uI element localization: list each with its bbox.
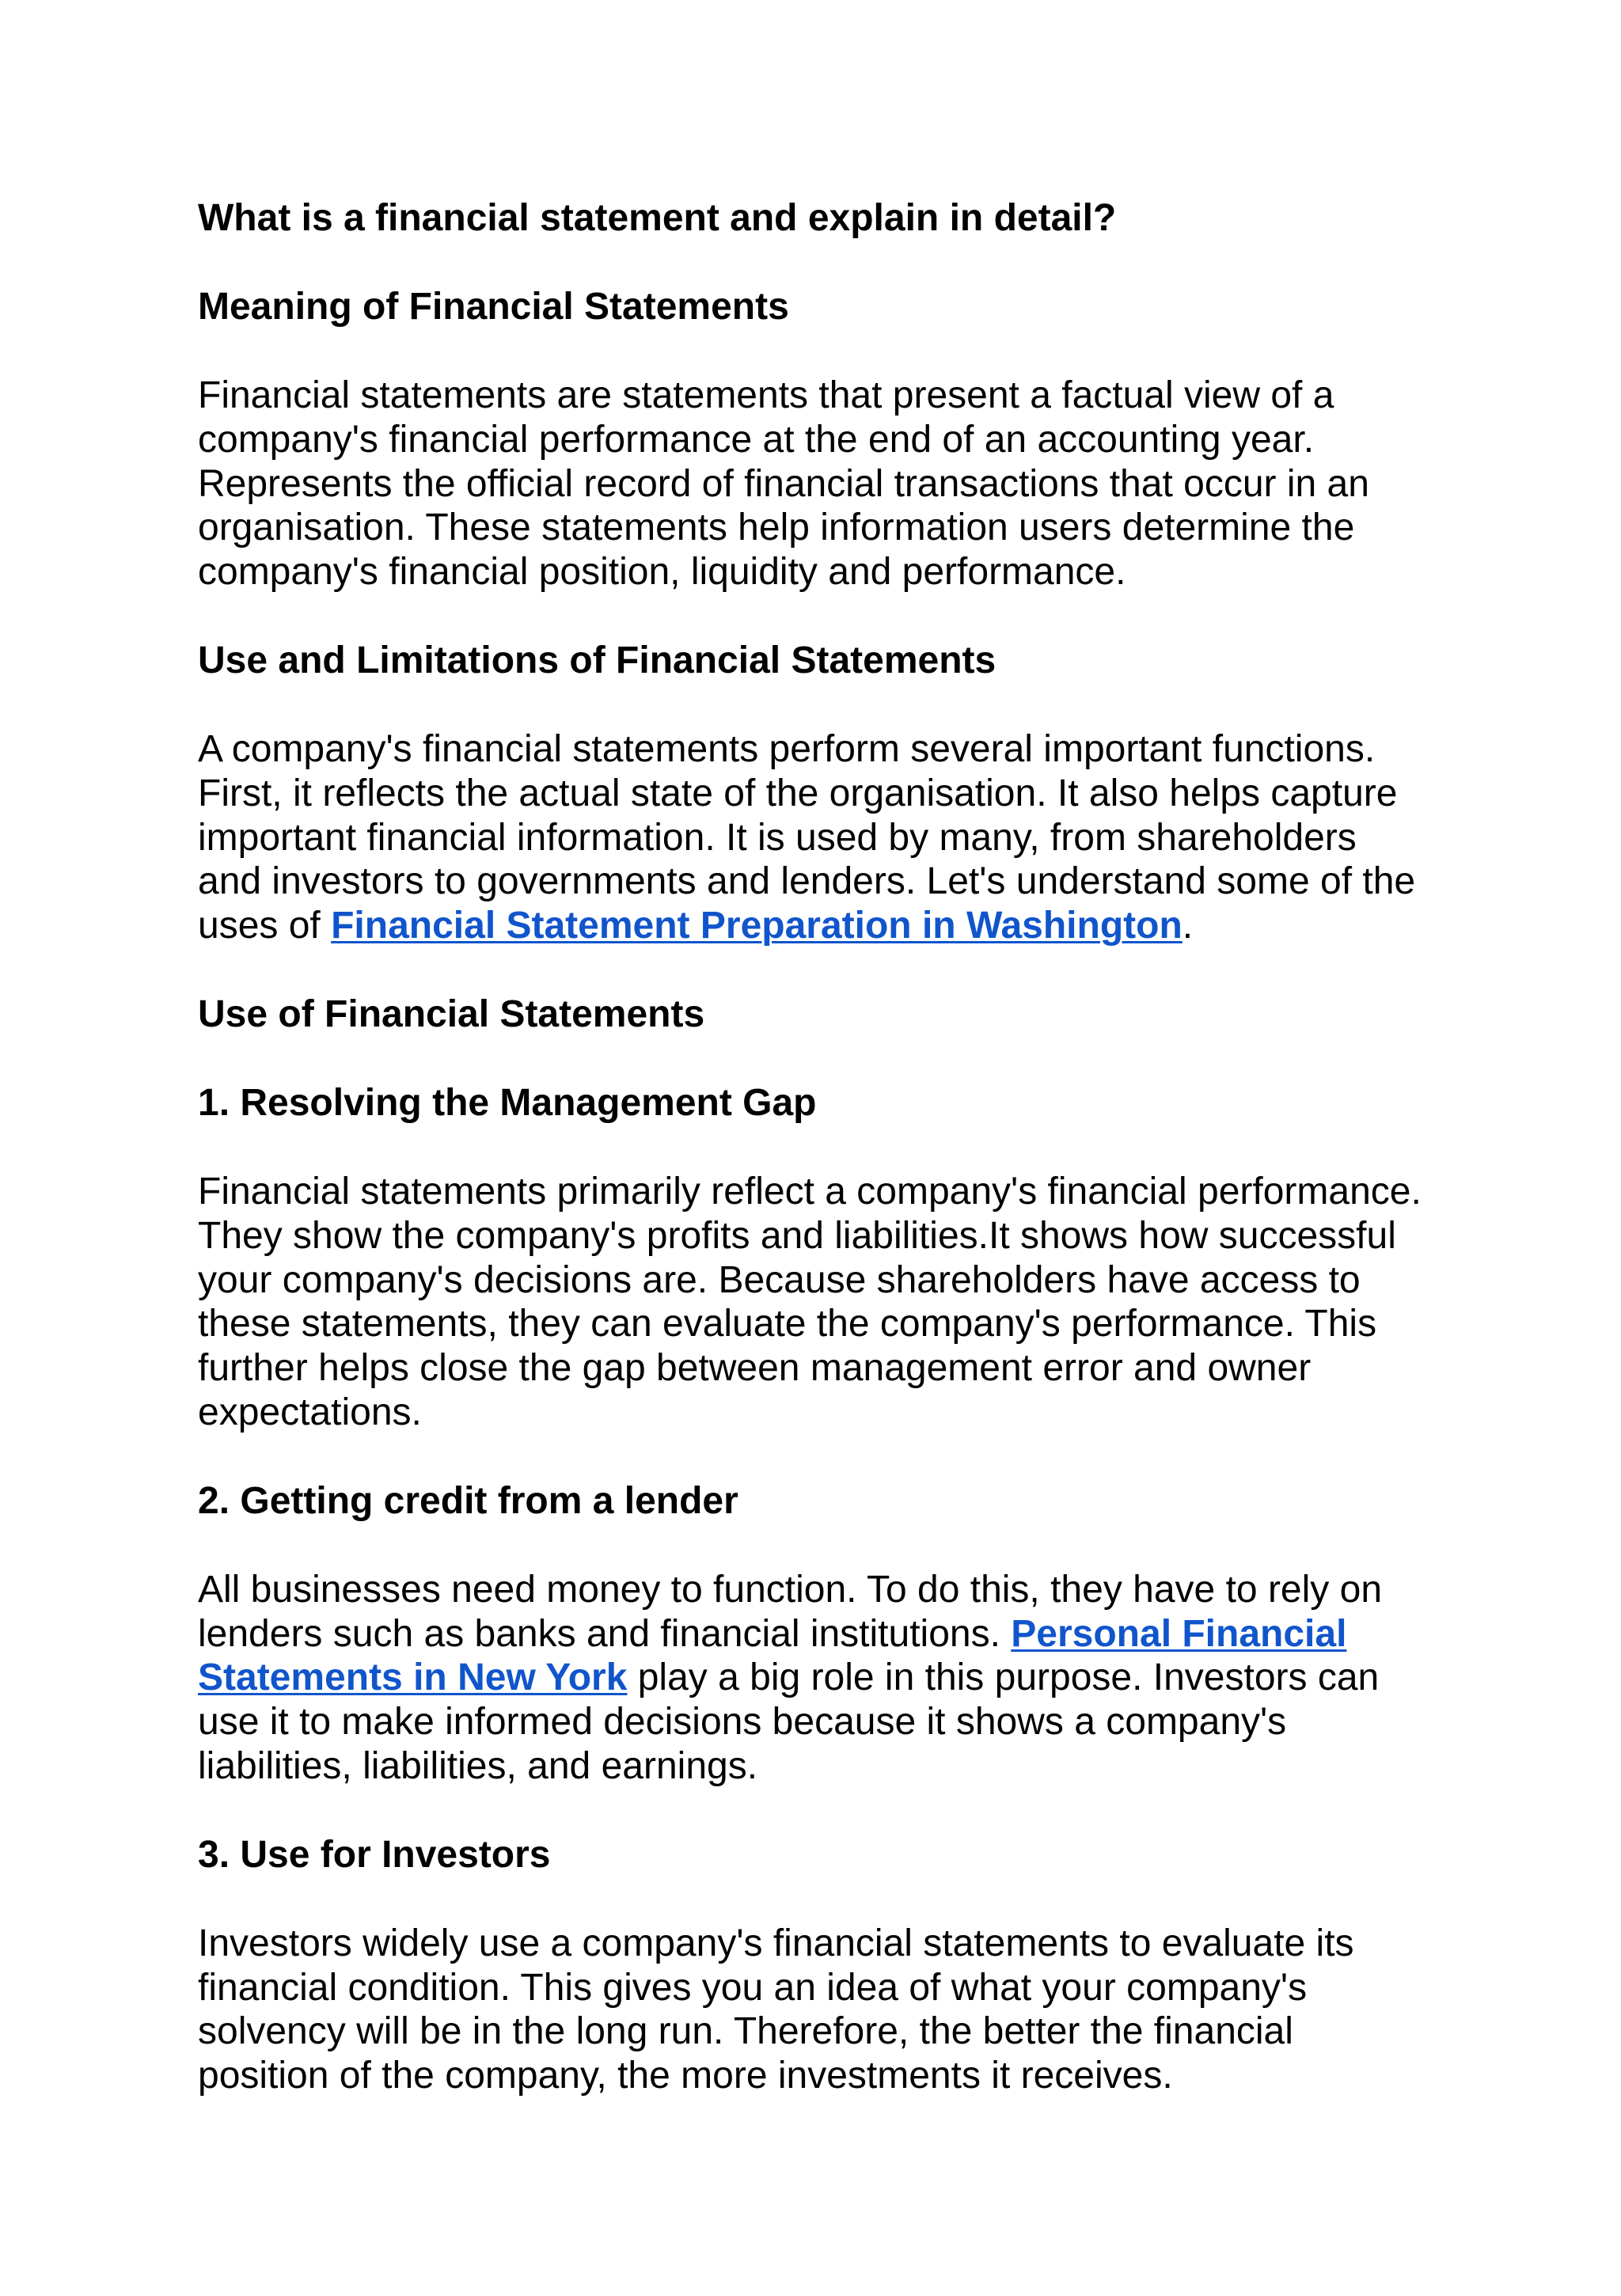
text-line: these statements, they can evaluate the company's performance. This (198, 1303, 1377, 1345)
text-line (198, 1612, 1448, 1657)
text-fragment: uses of (198, 905, 332, 947)
text-line: All businesses need money to function. To do this, they have to rely on (198, 1568, 1383, 1611)
link-personal-financial-statements-new-york[interactable]: Personal Financial (1011, 1612, 1347, 1655)
text-line: company's financial position, liquidity and performance. (198, 551, 1126, 594)
text-line: First, it reflects the actual state of the organisation. It also helps capture (198, 772, 1398, 814)
text-line: solvency will be in the long run. Therefore, the better the financial (198, 2010, 1293, 2053)
text-line: Investors widely use a company's financial statements to evaluate its (198, 1922, 1354, 1964)
text-line: and investors to governments and lenders. Let's understand some of the (198, 860, 1416, 903)
text-line: further helps close the gap between management error and owner (198, 1347, 1312, 1390)
text-line: Represents the official record of financial transactions that occur in an (198, 462, 1369, 505)
text-line (198, 904, 1448, 948)
paragraph-item-2 (198, 1568, 1448, 1789)
link-personal-financial-statements-new-york-continued[interactable]: Statements in New York (198, 1657, 628, 1699)
text-line: your company's decisions are. Because shareholders have access to (198, 1258, 1361, 1301)
heading-use-limitations: Use and Limitations of Financial Statements (198, 639, 997, 681)
text-line: company's financial performance at the end of an accounting year. (198, 418, 1315, 461)
text-line: financial condition. This gives you an idea of what your company's (198, 1966, 1308, 2009)
document-title: What is a financial statement and explain in detail? (198, 197, 1117, 239)
heading-item-3: 3. Use for Investors (198, 1833, 551, 1876)
text-line: organisation. These statements help information users determine the (198, 507, 1355, 549)
text-line: liabilities, liabilities, and earnings. (198, 1744, 758, 1787)
paragraph-meaning (198, 374, 1448, 594)
link-financial-statement-preparation-washington[interactable]: Financial Statement Preparation in Washington (331, 905, 1183, 947)
paragraph-item-1 (198, 1170, 1448, 1435)
text-line: expectations. (198, 1391, 422, 1433)
text-fragment: lenders such as banks and financial institutions. (198, 1612, 1012, 1655)
text-line: They show the company's profits and liabilities.It shows how successful (198, 1214, 1396, 1257)
heading-item-1: 1. Resolving the Management Gap (198, 1081, 817, 1124)
paragraph-item-3 (198, 1922, 1448, 2098)
text-line: important financial information. It is used by many, from shareholders (198, 816, 1357, 859)
text-fragment: . (1182, 905, 1194, 947)
text-fragment: play a big role in this purpose. Investors can (627, 1657, 1380, 1699)
text-line: A company's financial statements perform several important functions. (198, 727, 1376, 770)
text-line: Financial statements primarily reflect a company's financial performance. (198, 1170, 1422, 1213)
text-line: use it to make informed decisions because it shows a company's (198, 1701, 1287, 1744)
document-page (198, 196, 1448, 2142)
text-line: position of the company, the more investments it receives. (198, 2055, 1173, 2097)
text-line (198, 1656, 1448, 1700)
paragraph-use-limitations (198, 727, 1448, 948)
heading-use-of-financial-statements: Use of Financial Statements (198, 992, 705, 1035)
heading-item-2: 2. Getting credit from a lender (198, 1479, 738, 1522)
text-line: Financial statements are statements that present a factual view of a (198, 374, 1334, 416)
heading-meaning: Meaning of Financial Statements (198, 286, 789, 328)
